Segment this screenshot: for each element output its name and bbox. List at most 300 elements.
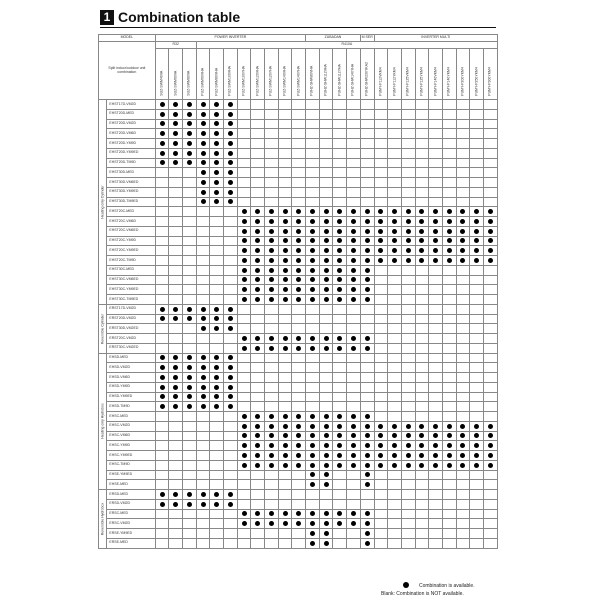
combination-cell — [470, 109, 484, 119]
combination-cell — [401, 158, 415, 168]
available-dot-icon — [351, 219, 356, 224]
indoor-unit-label: EHST20D-TM9D — [107, 158, 155, 168]
combination-cell — [224, 529, 238, 539]
available-dot-icon — [255, 443, 260, 448]
combination-cell — [333, 412, 347, 422]
combination-cell — [251, 334, 265, 344]
available-dot-icon — [296, 297, 301, 302]
table-row — [99, 538, 498, 548]
available-dot-icon — [283, 414, 288, 419]
available-dot-icon — [296, 277, 301, 282]
combination-cell — [374, 431, 388, 441]
available-dot-icon — [433, 443, 438, 448]
combination-cell — [196, 148, 210, 158]
combination-cell — [415, 187, 429, 197]
available-dot-icon — [187, 394, 192, 399]
combination-cell — [292, 451, 306, 461]
combination-cell — [388, 197, 402, 207]
combination-cell — [251, 265, 265, 275]
combination-cell — [237, 168, 251, 178]
legend-not-available-text: Combination is NOT available. — [396, 591, 464, 597]
available-dot-icon — [283, 248, 288, 253]
table-row — [99, 509, 498, 519]
combination-cell — [306, 412, 320, 422]
combination-cell — [388, 324, 402, 334]
combination-cell — [429, 139, 443, 149]
available-dot-icon — [433, 453, 438, 458]
combination-cell — [401, 285, 415, 295]
combination-cell — [388, 139, 402, 149]
combination-cell — [401, 178, 415, 188]
combination-cell — [196, 304, 210, 314]
available-dot-icon — [187, 141, 192, 146]
available-dot-icon — [214, 316, 219, 321]
available-dot-icon — [214, 190, 219, 195]
combination-cell — [306, 236, 320, 246]
combination-cell — [483, 343, 497, 353]
combination-cell — [388, 538, 402, 548]
available-dot-icon — [201, 385, 206, 390]
combination-cell — [374, 129, 388, 139]
available-dot-icon — [310, 511, 315, 516]
combination-cell — [306, 275, 320, 285]
combination-cell — [237, 460, 251, 470]
combination-cell — [470, 343, 484, 353]
outdoor-unit-label: PUMY-P200YKM4 — [460, 66, 465, 96]
combination-cell — [483, 412, 497, 422]
combination-cell — [374, 236, 388, 246]
combination-cell — [347, 402, 361, 412]
available-dot-icon — [187, 385, 192, 390]
combination-cell — [196, 421, 210, 431]
indoor-unit-label: EHST20D-YM9D — [107, 139, 155, 149]
available-dot-icon — [283, 453, 288, 458]
combination-cell — [374, 158, 388, 168]
available-dot-icon — [160, 112, 165, 117]
available-dot-icon — [324, 521, 329, 526]
combination-cell — [456, 480, 470, 490]
available-dot-icon — [283, 424, 288, 429]
power-inverter-header: POWER INVERTER — [155, 35, 305, 42]
combination-cell — [292, 197, 306, 207]
combination-cell — [319, 236, 333, 246]
combination-cell — [415, 119, 429, 129]
combination-cell — [360, 129, 374, 139]
combination-cell — [224, 226, 238, 236]
available-dot-icon — [187, 355, 192, 360]
indoor-unit-label: ERSC-MED — [107, 509, 155, 519]
available-dot-icon — [378, 238, 383, 243]
available-dot-icon — [242, 453, 247, 458]
outdoor-unit-header — [265, 49, 279, 100]
available-dot-icon — [447, 433, 452, 438]
outdoor-unit-header — [306, 49, 320, 100]
combination-cell — [265, 499, 279, 509]
combination-cell — [292, 431, 306, 441]
combination-cell — [196, 363, 210, 373]
combination-cell — [374, 343, 388, 353]
available-dot-icon — [255, 453, 260, 458]
available-dot-icon — [310, 521, 315, 526]
combination-cell — [374, 265, 388, 275]
combination-cell — [237, 343, 251, 353]
combination-cell — [388, 431, 402, 441]
combination-cell — [251, 538, 265, 548]
combination-cell — [183, 275, 197, 285]
combination-cell — [388, 158, 402, 168]
combination-cell — [483, 314, 497, 324]
combination-cell — [388, 148, 402, 158]
available-dot-icon — [283, 258, 288, 263]
combination-cell — [251, 412, 265, 422]
combination-cell — [224, 490, 238, 500]
combination-cell — [415, 236, 429, 246]
combination-cell — [360, 363, 374, 373]
available-dot-icon — [447, 219, 452, 224]
combination-cell — [333, 265, 347, 275]
available-dot-icon — [337, 287, 342, 292]
combination-cell — [360, 538, 374, 548]
available-dot-icon — [228, 141, 233, 146]
table-row — [99, 499, 498, 509]
available-dot-icon — [160, 151, 165, 156]
combination-cell — [415, 109, 429, 119]
combination-cell — [169, 509, 183, 519]
available-dot-icon — [419, 209, 424, 214]
combination-cell — [360, 119, 374, 129]
available-dot-icon — [337, 248, 342, 253]
combination-cell — [265, 538, 279, 548]
combination-cell — [483, 480, 497, 490]
combination-cell — [347, 373, 361, 383]
table-row — [99, 236, 498, 246]
combination-cell — [483, 529, 497, 539]
combination-cell — [401, 441, 415, 451]
combination-cell — [374, 256, 388, 266]
outdoor-unit-label: PUZ-SWM80VHA — [213, 67, 218, 96]
table-row — [99, 363, 498, 373]
combination-cell — [265, 353, 279, 363]
combination-cell — [169, 529, 183, 539]
available-dot-icon — [214, 151, 219, 156]
available-dot-icon — [351, 424, 356, 429]
combination-cell — [429, 529, 443, 539]
combination-cell — [401, 421, 415, 431]
available-dot-icon — [324, 248, 329, 253]
combination-cell — [388, 246, 402, 256]
combination-cell — [306, 304, 320, 314]
combination-cell — [442, 217, 456, 227]
combination-cell — [292, 178, 306, 188]
combination-cell — [429, 490, 443, 500]
available-dot-icon — [283, 209, 288, 214]
combination-cell — [306, 139, 320, 149]
combination-cell — [237, 480, 251, 490]
indoor-unit-label: ERSD-MED — [107, 490, 155, 500]
available-dot-icon — [337, 238, 342, 243]
available-dot-icon — [351, 248, 356, 253]
combination-cell — [183, 236, 197, 246]
combination-cell — [360, 460, 374, 470]
available-dot-icon — [365, 336, 370, 341]
group-label-text: Heating only Cylinder — [99, 185, 104, 219]
outdoor-unit-label: PUZ-SWM100YHA — [241, 65, 246, 96]
available-dot-icon — [160, 131, 165, 136]
combination-cell — [415, 509, 429, 519]
available-dot-icon — [283, 511, 288, 516]
combination-cell — [278, 460, 292, 470]
combination-cell — [319, 158, 333, 168]
combination-cell — [442, 304, 456, 314]
combination-cell — [237, 207, 251, 217]
available-dot-icon — [296, 453, 301, 458]
available-dot-icon — [242, 248, 247, 253]
available-dot-icon — [228, 180, 233, 185]
combination-cell — [292, 129, 306, 139]
combination-cell — [183, 314, 197, 324]
outdoor-unit-header — [319, 49, 333, 100]
outdoor-unit-label: PUMY-P300YKM4 — [487, 66, 492, 96]
group-label — [99, 304, 107, 353]
combination-cell — [196, 499, 210, 509]
combination-cell — [415, 538, 429, 548]
available-dot-icon — [488, 433, 493, 438]
combination-cell — [333, 499, 347, 509]
combination-cell — [415, 441, 429, 451]
available-dot-icon — [255, 336, 260, 341]
combination-cell — [483, 285, 497, 295]
combination-cell — [278, 431, 292, 441]
available-dot-icon — [242, 258, 247, 263]
combination-cell — [347, 529, 361, 539]
combination-cell — [415, 451, 429, 461]
available-dot-icon — [173, 385, 178, 390]
combination-cell — [388, 363, 402, 373]
combination-cell — [483, 148, 497, 158]
combination-cell — [388, 343, 402, 353]
available-dot-icon — [351, 521, 356, 526]
combination-cell — [169, 148, 183, 158]
available-dot-icon — [173, 365, 178, 370]
available-dot-icon — [460, 229, 465, 234]
section-title: Combination table — [118, 9, 241, 25]
combination-cell — [210, 246, 224, 256]
combination-cell — [306, 382, 320, 392]
combination-cell — [401, 470, 415, 480]
combination-cell — [169, 256, 183, 266]
group-label-text: Reversible Hydrobox — [99, 502, 104, 535]
combination-cell — [169, 139, 183, 149]
m-ser-header: M SER — [360, 35, 374, 42]
combination-cell — [237, 519, 251, 529]
available-dot-icon — [269, 414, 274, 419]
combination-cell — [483, 178, 497, 188]
combination-cell — [278, 499, 292, 509]
combination-cell — [210, 529, 224, 539]
combination-cell — [196, 402, 210, 412]
available-dot-icon — [419, 248, 424, 253]
combination-cell — [265, 373, 279, 383]
combination-cell — [374, 363, 388, 373]
combination-cell — [360, 226, 374, 236]
combination-cell — [374, 529, 388, 539]
combination-cell — [224, 314, 238, 324]
combination-cell — [278, 382, 292, 392]
combination-cell — [415, 431, 429, 441]
available-dot-icon — [324, 297, 329, 302]
available-dot-icon — [337, 511, 342, 516]
combination-cell — [429, 304, 443, 314]
available-dot-icon — [296, 443, 301, 448]
combination-cell — [429, 217, 443, 227]
available-dot-icon — [392, 209, 397, 214]
combination-cell — [196, 168, 210, 178]
combination-cell — [251, 373, 265, 383]
available-dot-icon — [228, 404, 233, 409]
combination-cell — [333, 256, 347, 266]
combination-cell — [224, 412, 238, 422]
combination-cell — [319, 499, 333, 509]
available-dot-icon — [283, 277, 288, 282]
combination-cell — [251, 529, 265, 539]
combination-cell — [483, 275, 497, 285]
combination-cell — [169, 490, 183, 500]
available-dot-icon — [242, 297, 247, 302]
combination-cell — [292, 519, 306, 529]
combination-cell — [265, 246, 279, 256]
combination-cell — [278, 470, 292, 480]
outdoor-unit-header — [401, 49, 415, 100]
combination-cell — [401, 529, 415, 539]
combination-cell — [401, 538, 415, 548]
combination-cell — [456, 392, 470, 402]
combination-cell — [237, 275, 251, 285]
combination-cell — [374, 314, 388, 324]
available-dot-icon — [201, 502, 206, 507]
combination-cell — [251, 519, 265, 529]
combination-cell — [415, 304, 429, 314]
combination-cell — [388, 490, 402, 500]
combination-cell — [470, 265, 484, 275]
combination-cell — [292, 236, 306, 246]
combination-cell — [333, 343, 347, 353]
combination-cell — [333, 109, 347, 119]
combination-cell — [333, 373, 347, 383]
table-row — [99, 168, 498, 178]
available-dot-icon — [173, 394, 178, 399]
combination-cell — [155, 109, 169, 119]
combination-cell — [442, 431, 456, 441]
available-dot-icon — [160, 375, 165, 380]
indoor-unit-label: EHST20C-TM9D — [107, 256, 155, 266]
available-dot-icon — [173, 375, 178, 380]
combination-cell — [183, 334, 197, 344]
combination-cell — [251, 431, 265, 441]
combination-cell — [224, 480, 238, 490]
combination-cell — [210, 197, 224, 207]
combination-cell — [401, 314, 415, 324]
combination-cell — [347, 207, 361, 217]
available-dot-icon — [228, 492, 233, 497]
available-dot-icon — [283, 287, 288, 292]
combination-cell — [374, 490, 388, 500]
combination-cell — [388, 480, 402, 490]
indoor-unit-label: ERSC-VM2D — [107, 519, 155, 529]
combination-cell — [442, 334, 456, 344]
combination-cell — [388, 470, 402, 480]
combination-cell — [237, 509, 251, 519]
outdoor-unit-header — [456, 49, 470, 100]
available-dot-icon — [474, 238, 479, 243]
combination-cell — [251, 509, 265, 519]
combination-cell — [470, 295, 484, 305]
indoor-unit-label: EHST30D-YM9ED — [107, 187, 155, 197]
outdoor-unit-header — [169, 49, 183, 100]
combination-cell — [319, 334, 333, 344]
combination-cell — [224, 343, 238, 353]
combination-cell — [251, 178, 265, 188]
table-row — [99, 314, 498, 324]
combination-cell — [333, 158, 347, 168]
combination-cell — [333, 402, 347, 412]
combination-cell — [319, 343, 333, 353]
indoor-unit-label: EHST20D-VM2D — [107, 119, 155, 129]
combination-cell — [224, 129, 238, 139]
available-dot-icon — [351, 209, 356, 214]
combination-cell — [442, 119, 456, 129]
table-row — [99, 246, 498, 256]
available-dot-icon — [365, 238, 370, 243]
combination-cell — [306, 129, 320, 139]
available-dot-icon — [228, 385, 233, 390]
combination-cell — [292, 109, 306, 119]
combination-cell — [333, 139, 347, 149]
combination-cell — [155, 295, 169, 305]
combination-cell — [442, 265, 456, 275]
combination-cell — [442, 129, 456, 139]
combination-cell — [155, 139, 169, 149]
combination-cell — [265, 236, 279, 246]
combination-cell — [429, 158, 443, 168]
outdoor-unit-header — [360, 49, 374, 100]
outdoor-unit-label: PUMY-P250YKM4 — [473, 66, 478, 96]
combination-cell — [374, 421, 388, 431]
combination-cell — [429, 373, 443, 383]
available-dot-icon — [406, 229, 411, 234]
available-dot-icon — [173, 131, 178, 136]
combination-cell — [278, 119, 292, 129]
combination-cell — [278, 314, 292, 324]
combination-cell — [251, 119, 265, 129]
combination-cell — [251, 460, 265, 470]
available-dot-icon — [365, 463, 370, 468]
combination-cell — [347, 109, 361, 119]
combination-cell — [360, 314, 374, 324]
combination-cell — [278, 256, 292, 266]
combination-cell — [306, 402, 320, 412]
combination-cell — [333, 392, 347, 402]
header-rule — [100, 27, 496, 28]
combination-cell — [155, 353, 169, 363]
combination-cell — [210, 148, 224, 158]
combination-cell — [265, 197, 279, 207]
combination-cell — [183, 168, 197, 178]
combination-cell — [401, 139, 415, 149]
combination-cell — [155, 226, 169, 236]
combination-cell — [265, 256, 279, 266]
combination-cell — [319, 246, 333, 256]
combination-cell — [155, 431, 169, 441]
